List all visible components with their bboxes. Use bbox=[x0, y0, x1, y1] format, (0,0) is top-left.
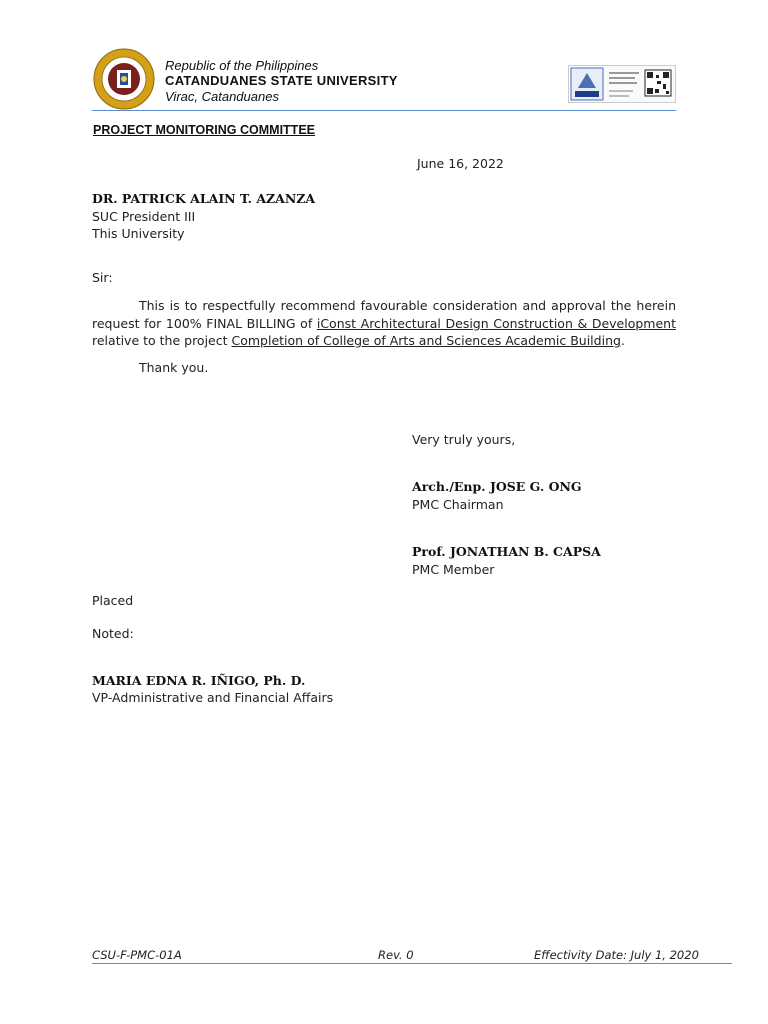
signatory-member-name: Prof. JONATHAN B. CAPSA bbox=[412, 544, 601, 559]
signatory-chairman-name: Arch./Enp. JOSE G. ONG bbox=[412, 479, 582, 494]
body-text-part2: relative to the project bbox=[92, 333, 232, 348]
approver-name: MARIA EDNA R. IÑIGO, Ph. D. bbox=[92, 673, 306, 688]
noted-label: Noted: bbox=[92, 626, 134, 641]
letter-body bbox=[92, 297, 676, 350]
recipient-name: DR. PATRICK ALAIN T. AZANZA bbox=[92, 191, 316, 206]
placed-label: Placed bbox=[92, 593, 134, 608]
body-text-part1: This is to respectfully recommend favourable consideration and approval the herein request for 100% FINAL BILLING of bbox=[92, 298, 676, 331]
university-location: Virac, Catanduanes bbox=[165, 89, 279, 104]
project-name: Completion of College of Arts and Sciences Academic Building bbox=[231, 333, 621, 348]
contractor-name: iConst Architectural Design Construction & Development bbox=[316, 315, 676, 331]
footer-revision: Rev. 0 bbox=[378, 948, 414, 962]
university-name: CATANDUANES STATE UNIVERSITY bbox=[165, 73, 398, 88]
footer-form-code: CSU-F-PMC-01A bbox=[92, 948, 182, 962]
signatory-member-title: PMC Member bbox=[412, 562, 495, 577]
complimentary-close: Very truly yours, bbox=[412, 432, 516, 447]
thank-you-line: Thank you. bbox=[139, 360, 209, 375]
republic-heading: Republic of the Philippines bbox=[165, 58, 319, 73]
salutation: Sir: bbox=[92, 270, 113, 285]
footer-divider bbox=[92, 963, 732, 964]
committee-title: PROJECT MONITORING COMMITTEE bbox=[93, 123, 315, 137]
footer-effectivity-date: Effectivity Date: July 1, 2020 bbox=[534, 948, 699, 962]
recipient-title: SUC President III bbox=[92, 209, 196, 224]
header-divider bbox=[92, 110, 676, 111]
iso-certification-badge bbox=[568, 65, 676, 103]
university-seal-logo bbox=[93, 48, 155, 110]
recipient-organization: This University bbox=[92, 226, 185, 241]
letter-date: June 16, 2022 bbox=[417, 156, 504, 171]
approver-title: VP-Administrative and Financial Affairs bbox=[92, 690, 334, 705]
signatory-chairman-title: PMC Chairman bbox=[412, 497, 504, 512]
body-text-part3: . bbox=[620, 333, 625, 348]
